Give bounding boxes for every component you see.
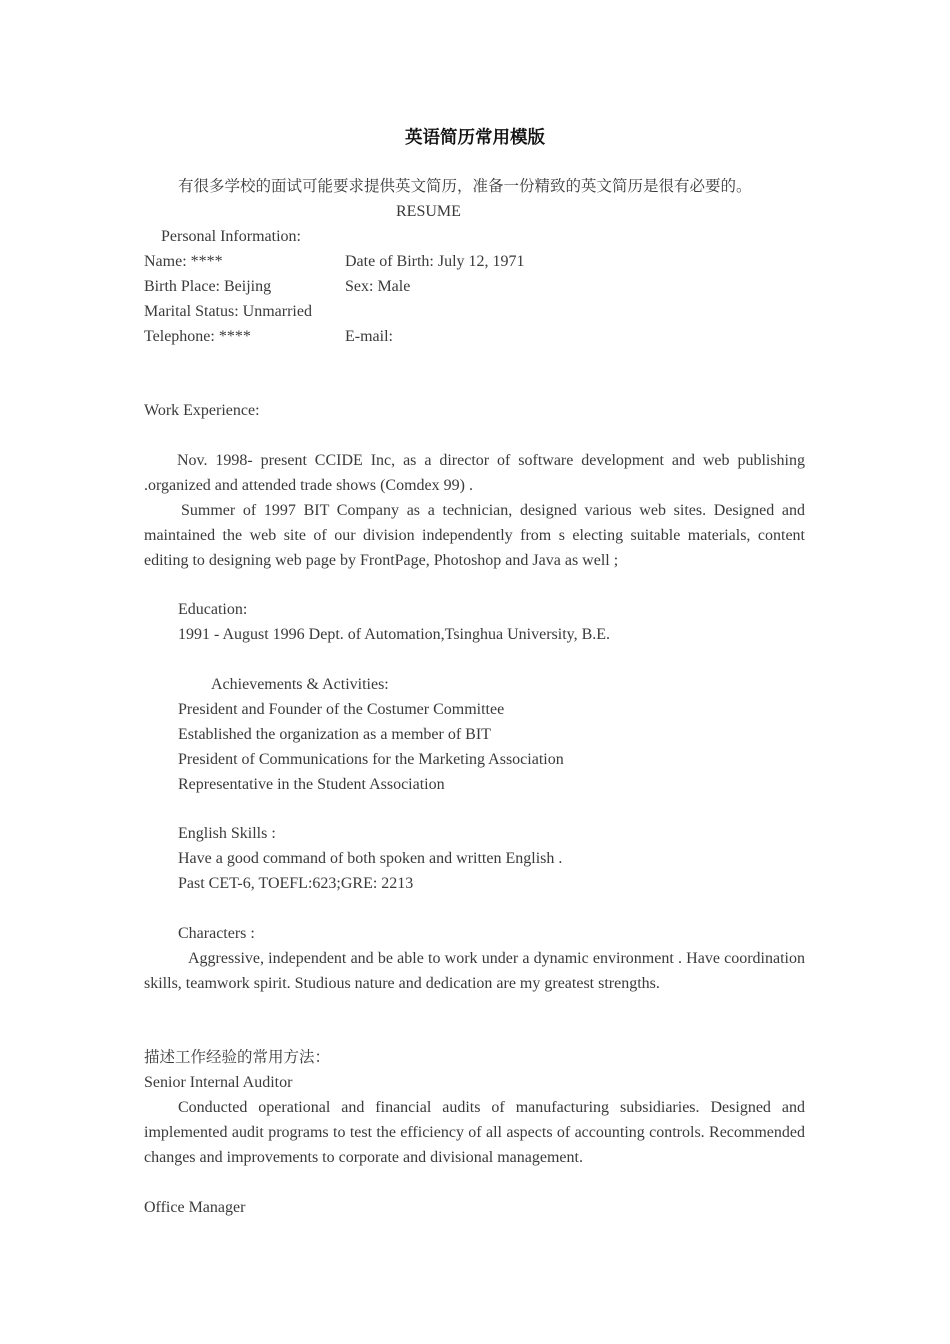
characters-heading: Characters : [178,925,255,942]
achievement-item: President and Founder of the Costumer Committee [178,701,505,718]
achievement-item: Established the organization as a member of BIT [178,726,491,743]
work-experience-heading: Work Experience: [144,402,260,419]
achievements-heading: Achievements & Activities: [211,676,389,693]
role-senior-internal-auditor: Senior Internal Auditor [144,1074,293,1091]
work-entry-ccide: Nov. 1998- present CCIDE Inc, as a director of software development and web publishing .organized and attended trade shows (Comdex 99) . [144,452,805,494]
birth-place-field: Birth Place: Beijing [144,278,272,295]
achievement-item: Representative in the Student Association [178,776,445,793]
english-scores-line: Past CET-6, TOEFL:623;GRE: 2213 [178,875,414,892]
achievement-item: President of Communications for the Marketing Association [178,751,564,768]
methods-heading: 描述工作经验的常用方法： [144,1048,331,1066]
characters-text: Aggressive, independent and be able to work under a dynamic environment . Have coordination skills, teamwork spirit. Studious nature and dedication are my greatest strengths. [144,950,805,992]
work-entry-bit: Summer of 1997 BIT Company as a technician, designed various web sites. Designed and maintained the web site of our division independently from s electing suitable materials, content editing to designing web page by FrontPage, Photoshop and Java as well ; [144,502,805,569]
document-title: 英语简历常用模版 [405,128,545,148]
sex-field: Sex: Male [345,278,411,295]
telephone-field: Telephone: **** [144,328,251,345]
intro-text: 有很多学校的面试可能要求提供英文简历，准备一份精致的英文简历是很有必要的。 [178,177,752,195]
english-skills-line: Have a good command of both spoken and written English . [178,850,563,867]
name-field: Name: **** [144,253,223,270]
dob-field: Date of Birth: July 12, 1971 [345,253,525,270]
marital-status-field: Marital Status: Unmarried [144,303,312,320]
email-field: E-mail: [345,328,393,345]
role-auditor-description: Conducted operational and financial audits of manufacturing subsidiaries. Designed and implemented audit programs to test the efficiency of all aspects of accounting controls. Recommended changes and improvements to corporate and divisional management. [144,1099,805,1166]
education-entry: 1991 - August 1996 Dept. of Automation,Tsinghua University, B.E. [178,626,611,643]
education-heading: Education: [178,601,248,618]
personal-info-heading: Personal Information: [161,228,301,245]
resume-heading: RESUME [396,203,461,220]
english-skills-heading: English Skills : [178,825,276,842]
role-office-manager: Office Manager [144,1199,246,1216]
